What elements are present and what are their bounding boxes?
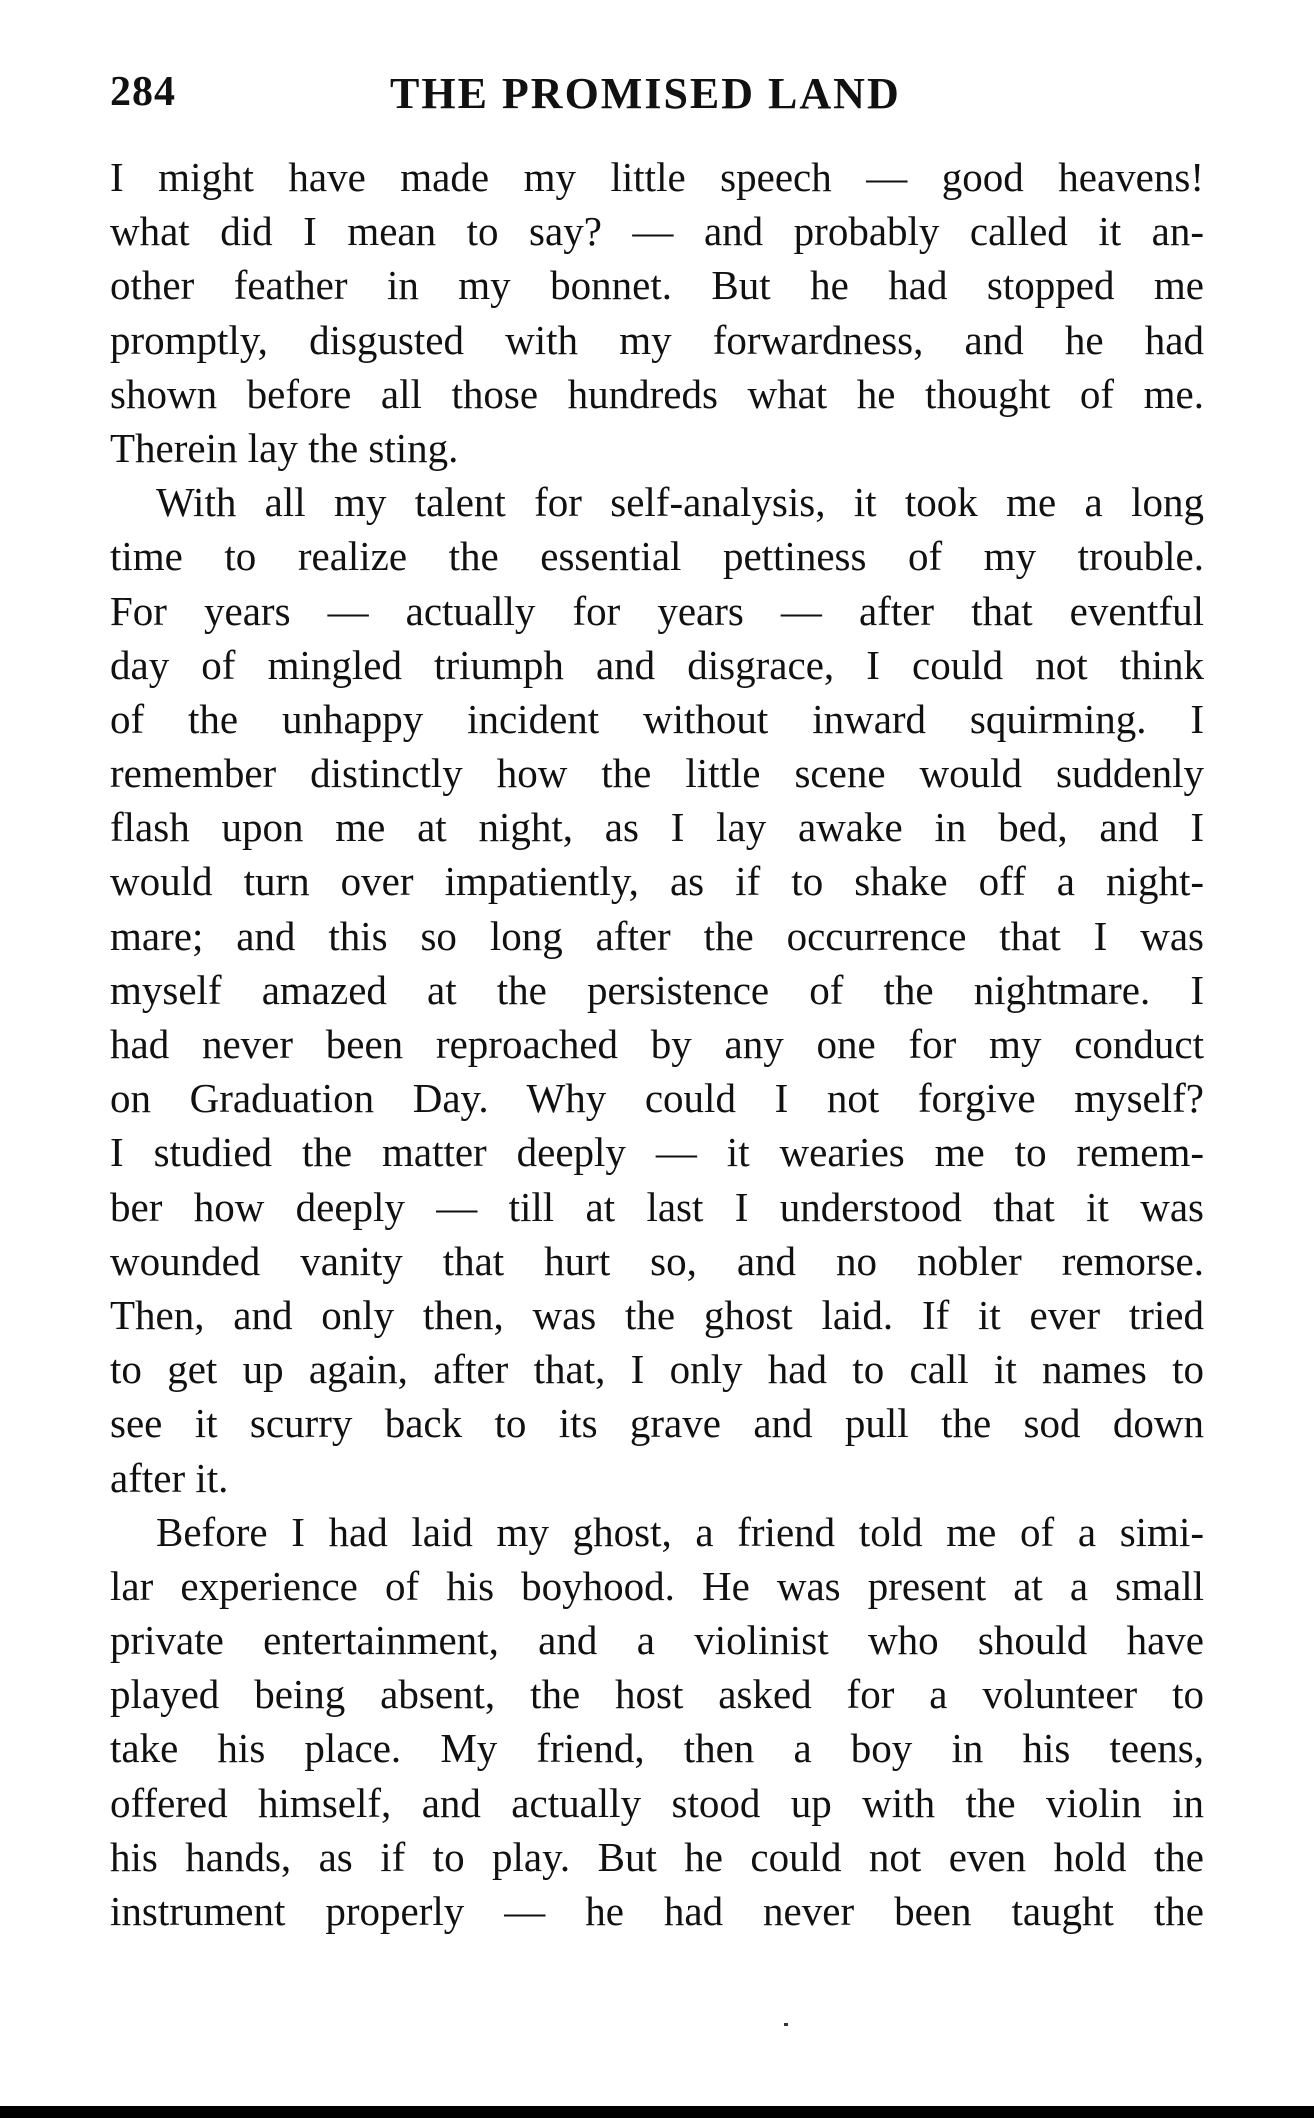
text-line: shown before all those hundreds what he thought of me. <box>110 370 1204 417</box>
text-line: instrument properly — he had never been taught the <box>110 1888 1204 1934</box>
text-line: promptly, disgusted with my forwardness, and he had <box>110 316 1204 363</box>
text-line: offered himself, and actually stood up with the violin in <box>110 1779 1204 1826</box>
text-line: mare; and this so long after the occurrence that I was <box>110 912 1204 959</box>
text-line: For years — actually for years — after that eventful <box>110 587 1204 634</box>
text-line: take his place. My friend, then a boy in his teens, <box>110 1725 1204 1772</box>
text-line: other feather in my bonnet. But he had stopped me <box>110 262 1204 309</box>
text-line: Then, and only then, was the ghost laid. If it ever tried <box>110 1291 1204 1338</box>
text-line: time to realize the essential pettiness of my trouble. <box>110 533 1204 580</box>
text-line: after it. <box>110 1454 229 1501</box>
text-line: myself amazed at the persistence of the nightmare. I <box>110 966 1204 1013</box>
text-line: wounded vanity that hurt so, and no nobler remorse. <box>110 1237 1204 1284</box>
text-line: day of mingled triumph and disgrace, I could not think <box>110 641 1204 688</box>
text-line: lar experience of his boyhood. He was present at a small <box>110 1562 1204 1609</box>
text-line: With all my talent for self-analysis, it took me a long <box>156 479 1204 526</box>
text-line: ber how deeply — till at last I understood that it was <box>110 1183 1204 1230</box>
body-text <box>110 150 1204 1938</box>
text-line: played being absent, the host asked for a volunteer to <box>110 1671 1204 1718</box>
scan-bottom-edge <box>0 2106 1314 2118</box>
text-line: Therein lay the sting. <box>110 424 459 471</box>
page-number: 284 <box>110 69 176 115</box>
text-line: on Graduation Day. Why could I not forgive myself? <box>110 1075 1204 1122</box>
text-line: what did I mean to say? — and probably called it an- <box>110 208 1204 255</box>
text-line: would turn over impatiently, as if to shake off a night- <box>110 858 1204 905</box>
text-line: had never been reproached by any one for my conduct <box>110 1021 1204 1067</box>
text-line: I might have made my little speech — good heavens! <box>110 154 1204 200</box>
text-line: of the unhappy incident without inward squirming. I <box>110 695 1204 742</box>
text-line: private entertainment, and a violinist who should have <box>110 1617 1204 1664</box>
text-line: I studied the matter deeply — it wearies me to remem- <box>110 1129 1204 1176</box>
text-line: remember distinctly how the little scene would suddenly <box>110 750 1204 797</box>
ink-speck <box>784 2023 788 2026</box>
text-line: his hands, as if to play. But he could not even hold the <box>110 1833 1204 1880</box>
text-line: to get up again, after that, I only had to call it names to <box>110 1346 1204 1393</box>
page-header <box>110 64 1200 124</box>
running-head: THE PROMISED LAND <box>390 69 901 118</box>
text-line: Before I had laid my ghost, a friend told me of a simi- <box>156 1508 1204 1555</box>
text-line: see it scurry back to its grave and pull the sod down <box>110 1400 1204 1447</box>
text-line: flash upon me at night, as I lay awake in bed, and I <box>110 804 1204 851</box>
